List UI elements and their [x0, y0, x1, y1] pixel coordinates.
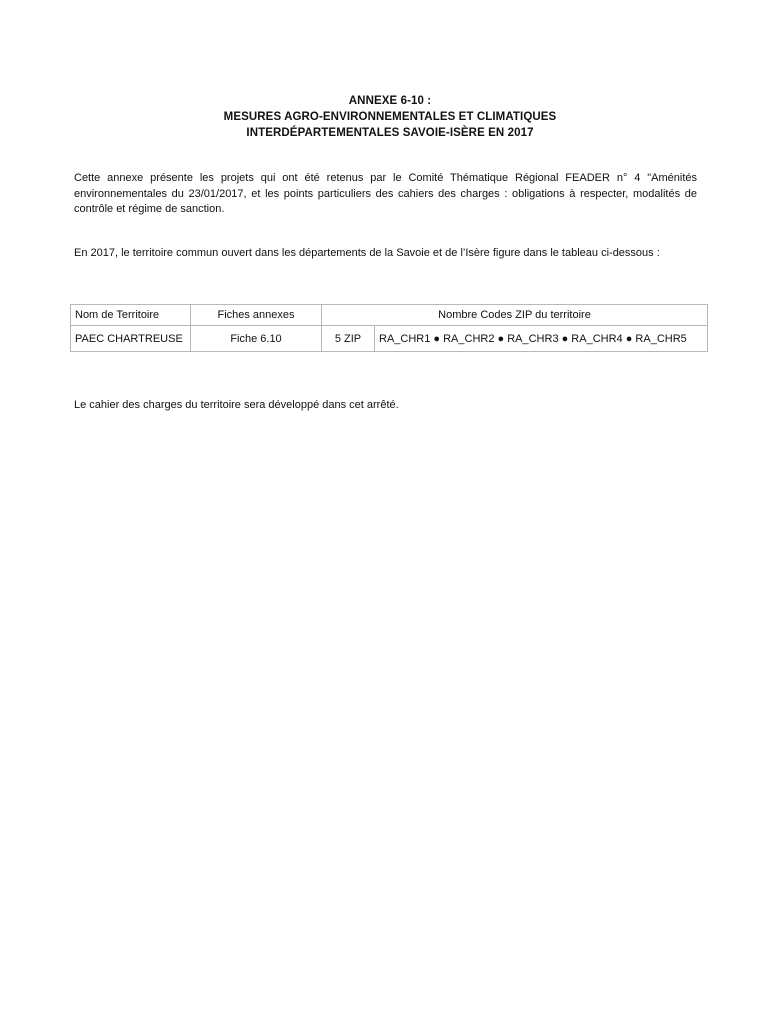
territory-table: [70, 304, 708, 352]
header-annex-sheets: Fiches annexes: [191, 305, 322, 326]
cell-territory-name: PAEC CHARTREUSE: [71, 326, 191, 352]
title-annex-number: ANNEXE 6-10 :: [348, 95, 432, 107]
cell-zip-count: 5 ZIP: [322, 326, 375, 352]
table-header-row: [71, 305, 708, 326]
conclusion-paragraph: Le cahier des charges du territoire sera développé dans cet arrêté.: [74, 399, 399, 411]
intro-paragraph: Cette annexe présente les projets qui ont été retenus par le Comité Thématique Régional FEADER n° 4 "Aménités environnementales du 23/01/2017, et les points particuliers des cahiers des charges : obligations à respecter, modalités de contrôle et régime de sanction.: [74, 172, 697, 216]
title-scope: INTERDÉPARTEMENTALES SAVOIE-ISÈRE EN 2017: [246, 127, 534, 139]
header-zip-codes: Nombre Codes ZIP du territoire: [322, 305, 708, 326]
document-title: [74, 93, 706, 141]
table-row: [71, 326, 708, 352]
cell-zip-codes: RA_CHR1 ● RA_CHR2 ● RA_CHR3 ● RA_CHR4 ● RA_CHR5: [375, 326, 708, 352]
header-territory-name: Nom de Territoire: [71, 305, 191, 326]
territory-paragraph: En 2017, le territoire commun ouvert dans les départements de la Savoie et de l’Isère figure dans le tableau ci-dessous :: [74, 247, 660, 259]
title-measures: MESURES AGRO-ENVIRONNEMENTALES ET CLIMATIQUES: [223, 111, 557, 123]
cell-annex-sheet: Fiche 6.10: [191, 326, 322, 352]
